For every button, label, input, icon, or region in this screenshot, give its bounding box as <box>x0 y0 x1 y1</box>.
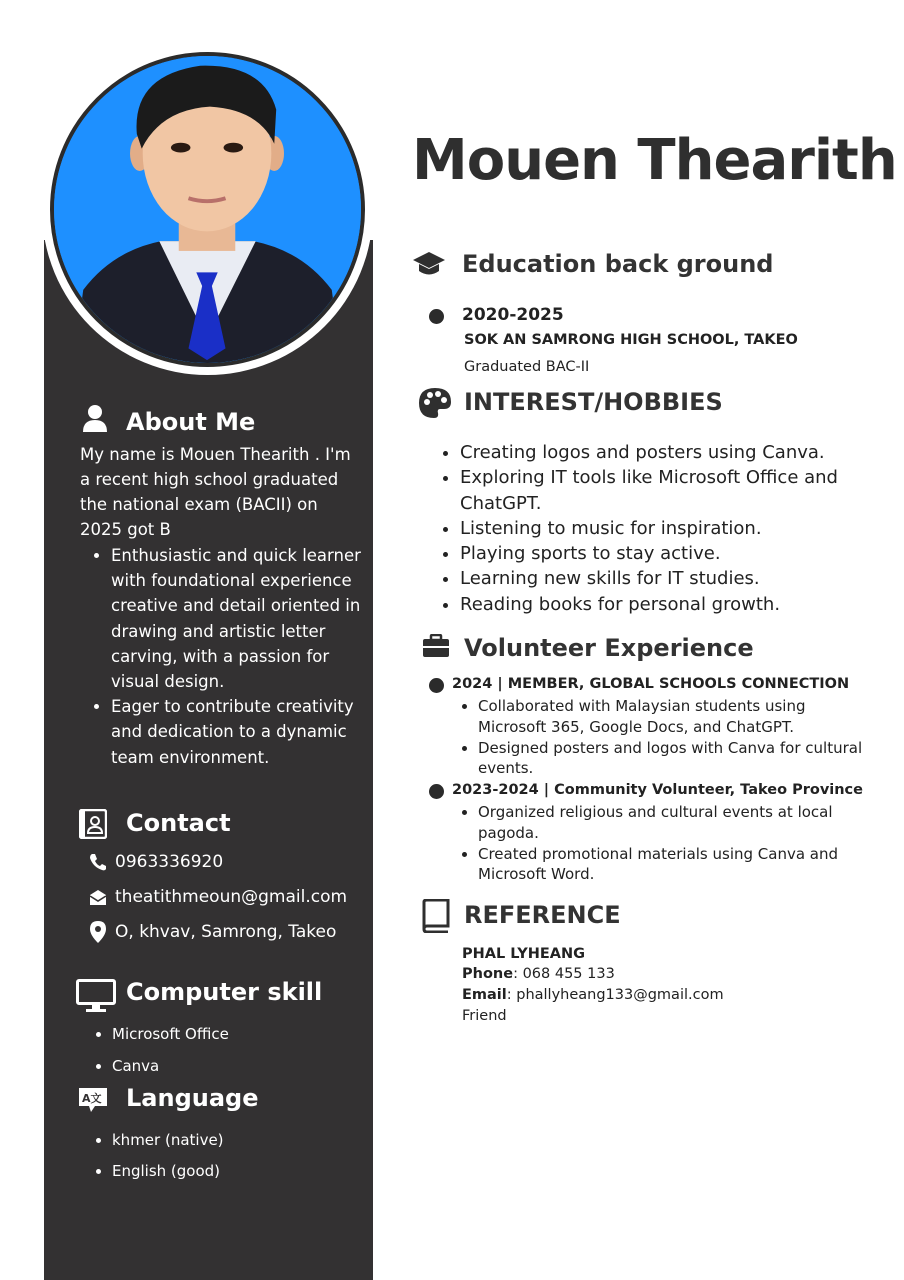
language-list <box>82 1125 224 1187</box>
list-item: • Eager to contribute creativity and dedication to a dynamic team environment. <box>111 694 381 770</box>
contact-address-row <box>88 920 336 944</box>
reference-email-label: Email <box>462 987 507 1003</box>
computer-skill-title: Computer skill <box>126 978 323 1006</box>
language-title: Language <box>126 1084 259 1112</box>
list-item: • Created promotional materials using Canva and Microsoft Word. <box>478 844 878 886</box>
contact-phone-row <box>88 852 223 872</box>
about-bullets <box>82 543 381 770</box>
education-school: SOK AN SAMRONG HIGH SCHOOL, TAKEO <box>464 332 798 348</box>
list-item: • khmer (native) <box>112 1125 224 1156</box>
graduation-cap-icon <box>412 250 446 278</box>
about-title: About Me <box>126 408 256 436</box>
about-paragraph: My name is Mouen Thearith . I'm a recent high school graduated the national exam (BACII) on 2025 got B <box>80 445 351 539</box>
hobbies-title: INTEREST/HOBBIES <box>464 388 723 416</box>
palette-icon <box>418 387 452 419</box>
user-icon <box>82 404 108 432</box>
reference-name: PHAL LYHEANG <box>462 946 586 962</box>
list-item: • Organized religious and cultural events at local pagoda. <box>478 802 878 844</box>
profile-photo <box>50 52 365 367</box>
education-years: 2020-2025 <box>462 305 564 325</box>
education-title: Education back ground <box>462 250 774 278</box>
list-item: • Listening to music for inspiration. <box>460 516 890 541</box>
list-item: • Learning new skills for IT studies. <box>460 566 890 591</box>
list-item: • Playing sports to stay active. <box>460 541 890 566</box>
education-detail: Graduated BAC-II <box>464 359 590 375</box>
reference-phone-row <box>462 966 615 982</box>
reference-email-row <box>462 987 724 1003</box>
page-title: Mouen Thearith <box>412 128 897 193</box>
computer-skill-list <box>82 1019 229 1082</box>
list-item: • Designed posters and logos with Canva for cultural events. <box>478 738 878 780</box>
monitor-icon <box>76 979 116 1013</box>
volunteer-heading: 2024 | MEMBER, GLOBAL SCHOOLS CONNECTION <box>452 676 850 692</box>
briefcase-icon <box>422 634 450 658</box>
svg-text:A文: A文 <box>82 1092 102 1105</box>
list-item: • Canva <box>112 1051 229 1083</box>
contact-title: Contact <box>126 809 231 837</box>
reference-phone-label: Phone <box>462 966 514 982</box>
contact-book-icon <box>79 809 107 839</box>
list-item: • English (good) <box>112 1156 224 1187</box>
location-pin-icon <box>88 920 108 944</box>
person-portrait-icon <box>54 56 361 363</box>
contact-email[interactable]: theatithmeoun@gmail.com <box>115 887 348 907</box>
reference-relation: Friend <box>462 1008 507 1024</box>
contact-address: O, khvav, Samrong, Takeo <box>115 922 337 942</box>
list-item: • Enthusiastic and quick learner with foundational experience creative and detail oriented in drawing and artistic letter carving, with a passion for visual design. <box>111 543 381 694</box>
book-icon <box>421 899 451 933</box>
envelope-icon <box>88 887 108 907</box>
hobbies-list <box>432 440 890 617</box>
bullet-dot <box>429 678 444 693</box>
volunteer-items <box>450 802 878 885</box>
list-item: • Exploring IT tools like Microsoft Office and ChatGPT. <box>460 465 890 516</box>
list-item: • Reading books for personal growth. <box>460 592 890 617</box>
list-item: • Collaborated with Malaysian students using Microsoft 365, Google Docs, and ChatGPT. <box>478 696 878 738</box>
bullet-dot <box>429 784 444 799</box>
volunteer-title: Volunteer Experience <box>464 634 754 662</box>
contact-phone: 0963336920 <box>115 852 224 872</box>
translate-icon <box>77 1086 109 1114</box>
reference-title: REFERENCE <box>464 901 621 929</box>
list-item: • Microsoft Office <box>112 1019 229 1051</box>
bullet-dot <box>429 309 444 324</box>
list-item: • Creating logos and posters using Canva. <box>460 440 890 465</box>
contact-email-row <box>88 887 347 907</box>
reference-phone: : 068 455 133 <box>513 966 615 982</box>
volunteer-items <box>450 696 878 779</box>
reference-email[interactable]: : phallyheang133@gmail.com <box>506 987 724 1003</box>
volunteer-heading: 2023-2024 | Community Volunteer, Takeo Province <box>452 782 863 798</box>
phone-icon <box>88 852 108 872</box>
